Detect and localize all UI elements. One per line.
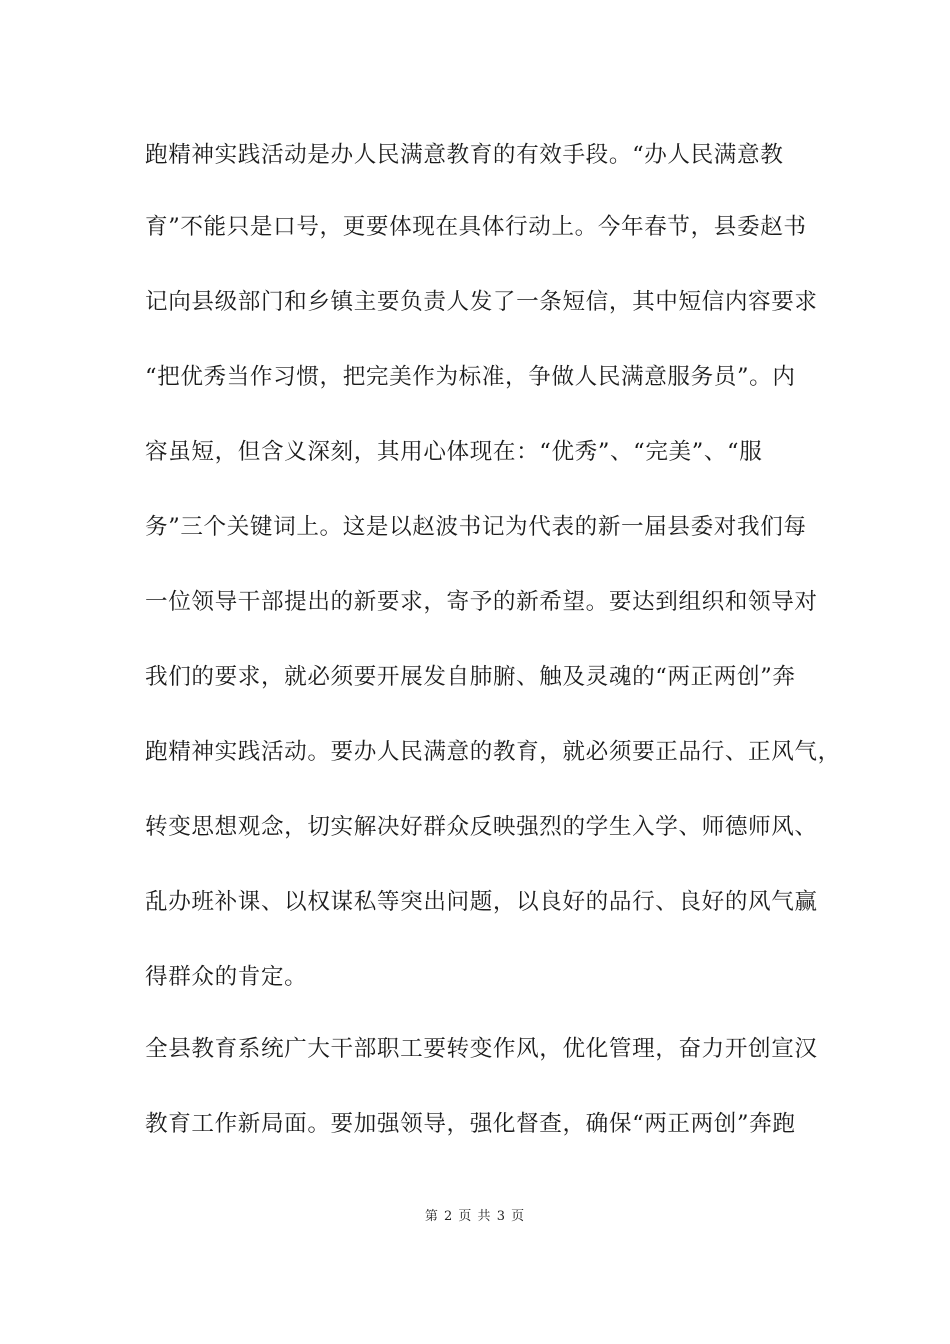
text-line-12: 得群众的肯定。 <box>145 964 308 990</box>
text-line-1: 跑精神实践活动是办人民满意教育的有效手段。“办人民满意教 <box>145 142 784 168</box>
text-line-7: 一位领导干部提出的新要求，寄予的新希望。要达到组织和领导对 <box>145 589 818 615</box>
text-line-8: 我们的要求，就必须要开展发自肺腑、触及灵魂的“两正两创”奔 <box>145 664 796 690</box>
text-line-4: “把优秀当作习惯，把完美作为标准，争做人民满意服务员”。内 <box>145 364 796 390</box>
text-line-11: 乱办班补课、以权谋私等突出问题，以良好的品行、良好的风气赢 <box>145 889 818 915</box>
text-line-9: 跑精神实践活动。要办人民满意的教育，就必须要正品行、正风气， <box>145 739 841 765</box>
page-number-footer: 第 2 页 共 3 页 <box>424 1209 526 1224</box>
text-line-6: 务”三个关键词上。这是以赵波书记为代表的新一届县委对我们每 <box>145 514 807 540</box>
text-line-14: 教育工作新局面。要加强领导，强化督查，确保“两正两创”奔跑 <box>145 1111 796 1137</box>
text-line-13: 全县教育系统广大干部职工要转变作风，优化管理，奋力开创宣汉 <box>145 1036 818 1062</box>
text-line-5: 容虽短，但含义深刻，其用心体现在：“优秀”、“完美”、“服 <box>145 439 763 465</box>
text-line-2: 育”不能只是口号，更要体现在具体行动上。今年春节，县委赵书 <box>145 214 807 240</box>
text-line-10: 转变思想观念，切实解决好群众反映强烈的学生入学、师德师风、 <box>145 814 818 840</box>
text-line-3: 记向县级部门和乡镇主要负责人发了一条短信，其中短信内容要求 <box>145 289 818 315</box>
